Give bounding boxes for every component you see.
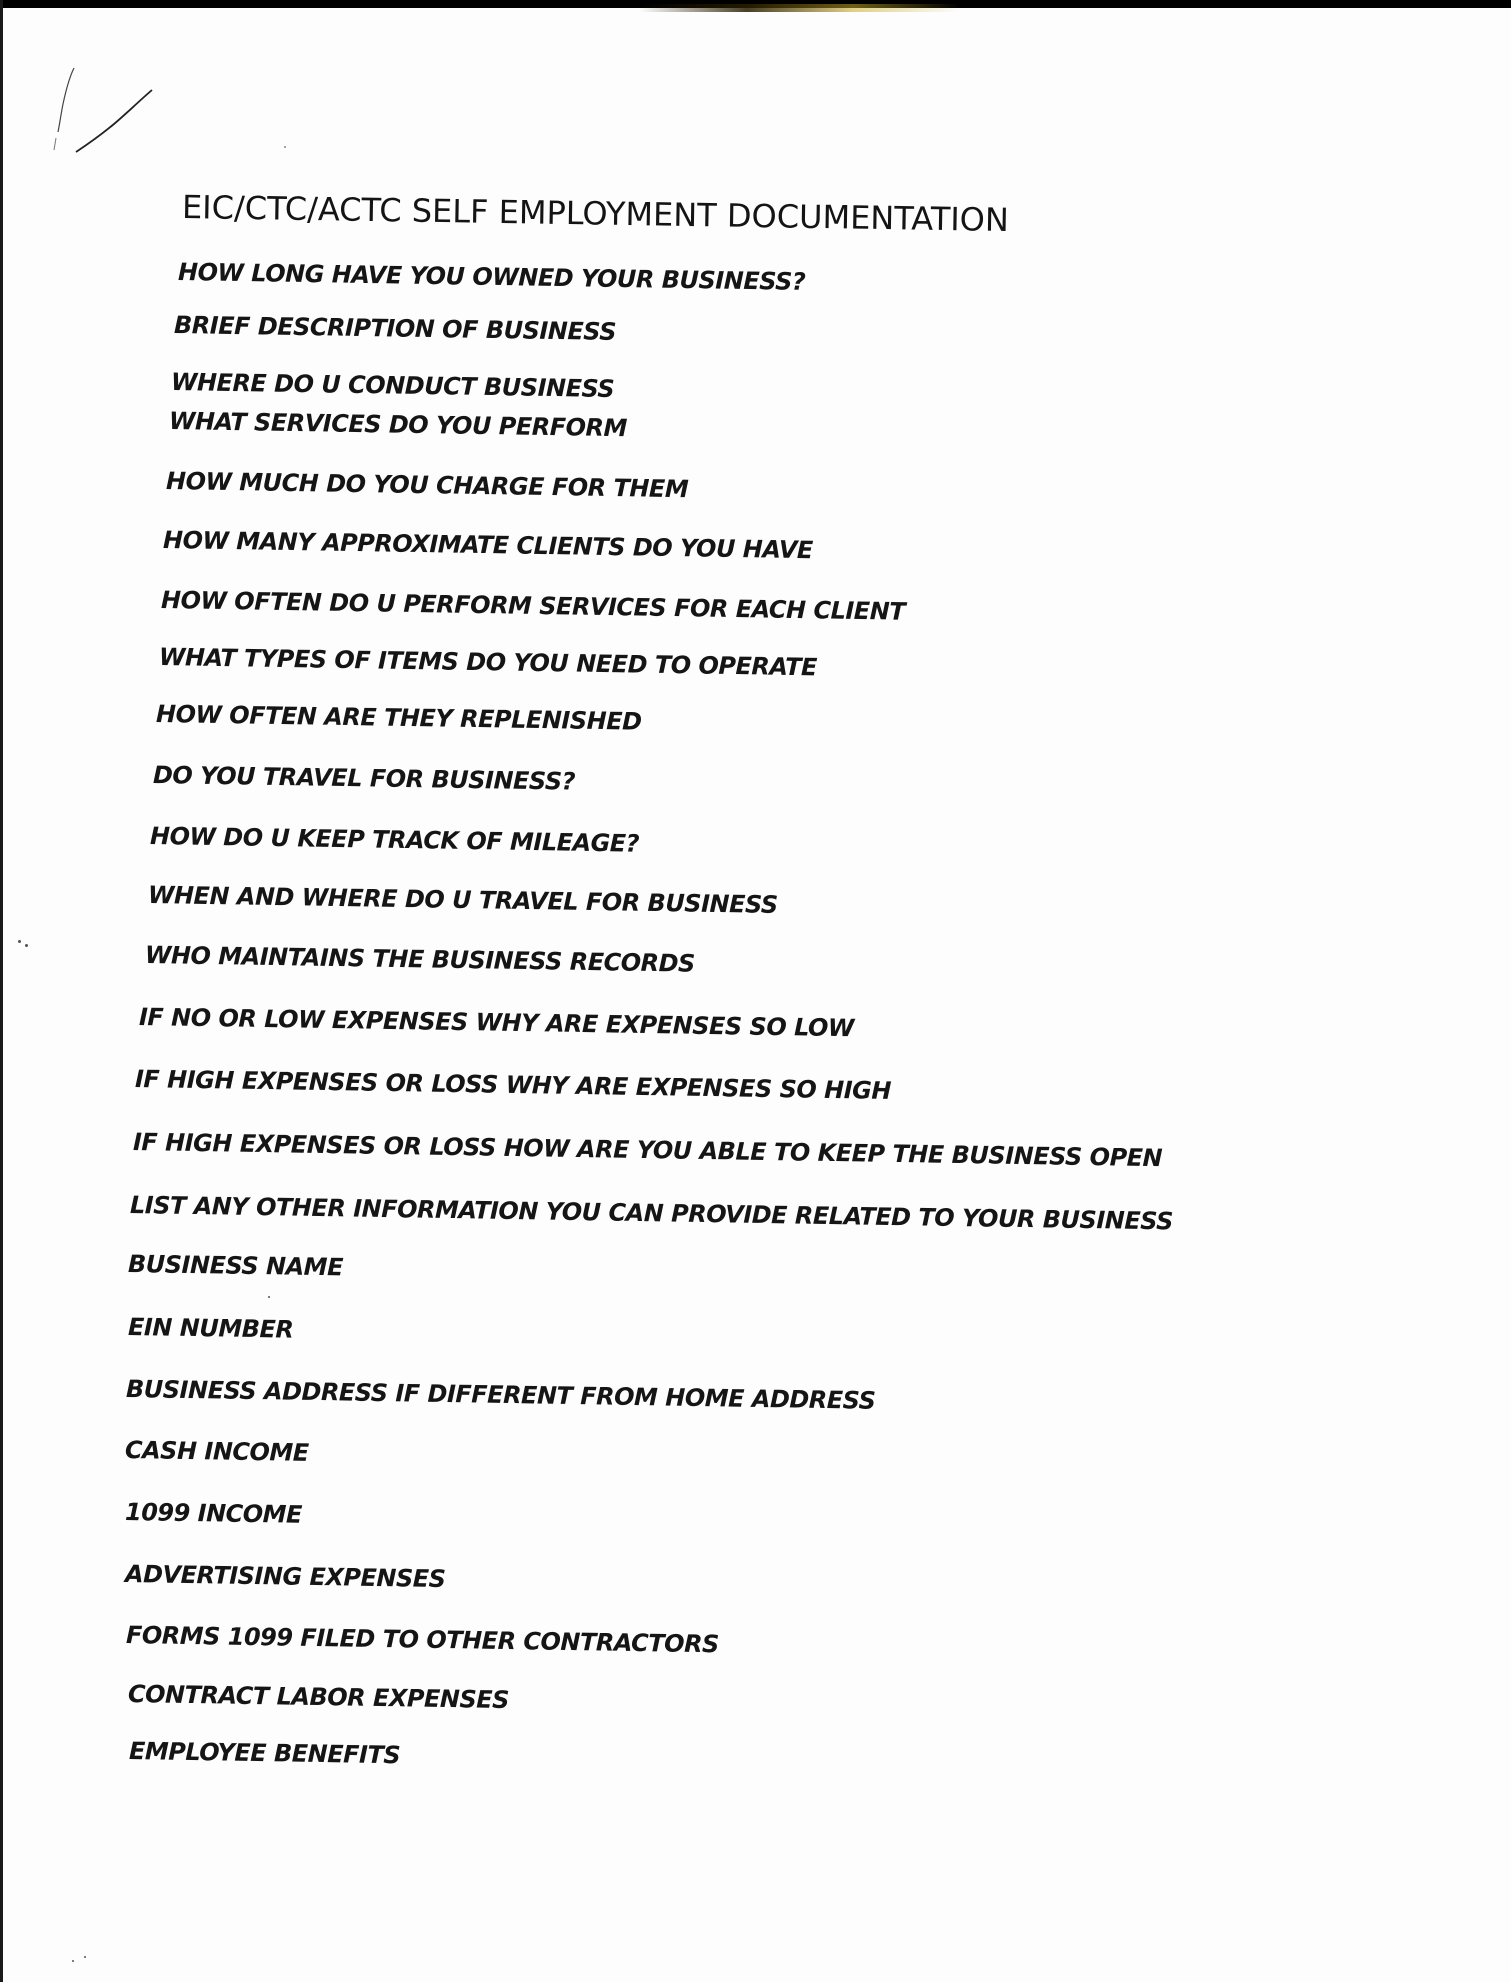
question-line: EIN NUMBER [127, 1313, 294, 1344]
question-line: HOW LONG HAVE YOU OWNED YOUR BUSINESS? [177, 258, 806, 296]
question-line: IF HIGH EXPENSES OR LOSS HOW ARE YOU ABLE TO KEEP THE BUSINESS OPEN [132, 1128, 1163, 1173]
question-line: DO YOU TRAVEL FOR BUSINESS? [152, 761, 576, 796]
question-line: CASH INCOME [124, 1436, 309, 1467]
scan-speck [25, 944, 28, 947]
document-title: EIC/CTC/ACTC SELF EMPLOYMENT DOCUMENTATION [181, 188, 1010, 239]
question-line: HOW OFTEN ARE THEY REPLENISHED [155, 700, 642, 736]
question-line: HOW MUCH DO YOU CHARGE FOR THEM [165, 467, 689, 504]
question-line: FORMS 1099 FILED TO OTHER CONTRACTORS [125, 1621, 720, 1659]
question-line: IF HIGH EXPENSES OR LOSS WHY ARE EXPENSES SO HIGH [134, 1065, 892, 1105]
question-line: WHERE DO U CONDUCT BUSINESS [170, 368, 615, 403]
scan-speck [284, 146, 286, 148]
question-line: WHAT SERVICES DO YOU PERFORM [168, 407, 628, 443]
scan-left-border [0, 0, 3, 1982]
question-line: BUSINESS ADDRESS IF DIFFERENT FROM HOME ADDRESS [125, 1375, 876, 1415]
question-line: HOW MANY APPROXIMATE CLIENTS DO YOU HAVE [162, 526, 814, 565]
question-line: BRIEF DESCRIPTION OF BUSINESS [173, 311, 617, 346]
question-line: WHAT TYPES OF ITEMS DO YOU NEED TO OPERATE [158, 643, 818, 682]
scan-smudge [640, 4, 960, 12]
scan-speck [18, 940, 21, 943]
question-line: WHEN AND WHERE DO U TRAVEL FOR BUSINESS [147, 881, 778, 919]
question-line: HOW OFTEN DO U PERFORM SERVICES FOR EACH CLIENT [160, 586, 906, 626]
scan-speck [72, 1960, 74, 1962]
scan-speck [84, 1956, 86, 1958]
question-line: ADVERTISING EXPENSES [124, 1560, 446, 1594]
question-line: CONTRACT LABOR EXPENSES [127, 1680, 510, 1714]
question-line: HOW DO U KEEP TRACK OF MILEAGE? [149, 822, 640, 858]
pen-check-mark [30, 60, 170, 160]
scan-speck [268, 1296, 270, 1298]
question-line: LIST ANY OTHER INFORMATION YOU CAN PROVIDE RELATED TO YOUR BUSINESS [129, 1191, 1174, 1236]
question-line: BUSINESS NAME [127, 1250, 344, 1282]
question-line: EMPLOYEE BENEFITS [128, 1737, 401, 1770]
question-line: WHO MAINTAINS THE BUSINESS RECORDS [144, 941, 696, 978]
question-line: 1099 INCOME [124, 1498, 303, 1529]
question-line: IF NO OR LOW EXPENSES WHY ARE EXPENSES SO LOW [138, 1003, 855, 1043]
